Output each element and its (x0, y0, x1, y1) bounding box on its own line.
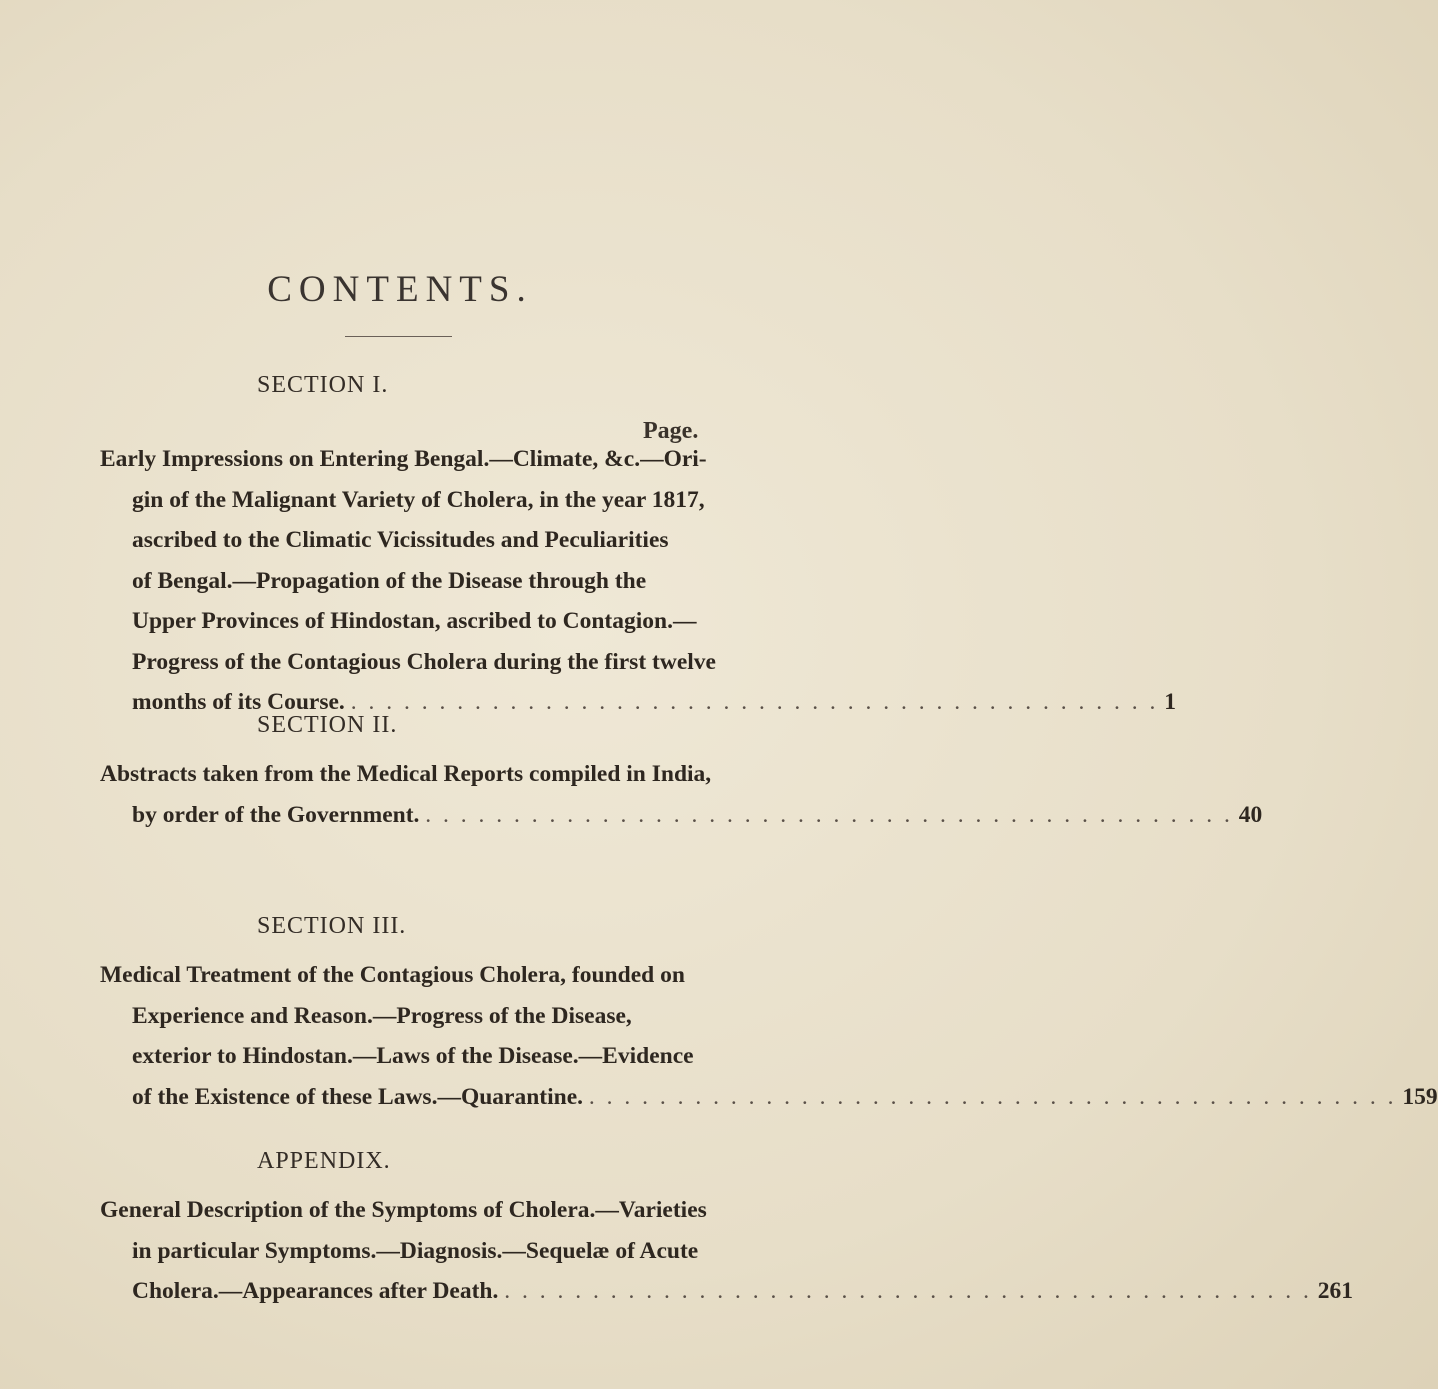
appendix-heading: APPENDIX. (257, 1148, 391, 1174)
page-title: CONTENTS. (267, 269, 533, 310)
entry-line: Medical Treatment of the Contagious Cholera, founded on (100, 962, 685, 988)
entry-line: Progress of the Contagious Cholera during the first twelve (132, 648, 716, 675)
entry-line: General Description of the Symptoms of Cholera.—Varieties (100, 1197, 707, 1223)
page-column-label: Page. (643, 418, 699, 444)
entry-line: of Bengal.—Propagation of the Disease through the (132, 567, 647, 594)
entry-line: Upper Provinces of Hindostan, ascribed to Contagion.— (132, 608, 697, 634)
entry-last-line (100, 1077, 1438, 1118)
dot-leader (351, 689, 1159, 715)
section-heading-2: SECTION II. (257, 712, 398, 738)
entry-line: months of its Course. (132, 689, 345, 715)
page-number: 1 (1164, 689, 1176, 715)
entry-line: Early Impressions on Entering Bengal.—Climate, &c.—Ori- (100, 446, 707, 472)
page-number: 159 (1402, 1083, 1438, 1110)
dot-leader (425, 802, 1233, 828)
dot-leader (589, 1084, 1397, 1110)
entry-last-line (100, 795, 1263, 836)
entry-line: Experience and Reason.—Progress of the Disease, (132, 1002, 632, 1029)
toc-entry-section-2 (100, 754, 1263, 835)
page-number: 40 (1238, 801, 1263, 828)
toc-entry-section-3 (100, 955, 1438, 1117)
page-number: 261 (1317, 1278, 1353, 1304)
entry-line: by order of the Government. (132, 801, 420, 828)
entry-line: Cholera.—Appearances after Death. (132, 1278, 499, 1304)
entry-line: Abstracts taken from the Medical Reports compiled in India, (100, 761, 712, 787)
entry-line: exterior to Hindostan.—Laws of the Disease.—Evidence (132, 1043, 694, 1069)
section-heading-1: SECTION I. (257, 372, 389, 398)
entry-line: gin of the Malignant Variety of Cholera, in the year 1817, (132, 486, 705, 513)
dot-leader (504, 1278, 1312, 1304)
entry-line: of the Existence of these Laws.—Quarantine. (132, 1083, 584, 1110)
toc-entry-appendix (100, 1190, 1353, 1312)
entry-last-line (100, 1271, 1353, 1312)
title-rule (345, 336, 452, 337)
entry-line: ascribed to the Climatic Vicissitudes and Peculiarities (132, 527, 669, 553)
toc-entry-section-1 (100, 439, 1176, 723)
entry-last-line (100, 682, 1176, 723)
section-heading-3: SECTION III. (257, 913, 407, 939)
entry-line: in particular Symptoms.—Diagnosis.—Sequelæ of Acute (132, 1237, 699, 1264)
